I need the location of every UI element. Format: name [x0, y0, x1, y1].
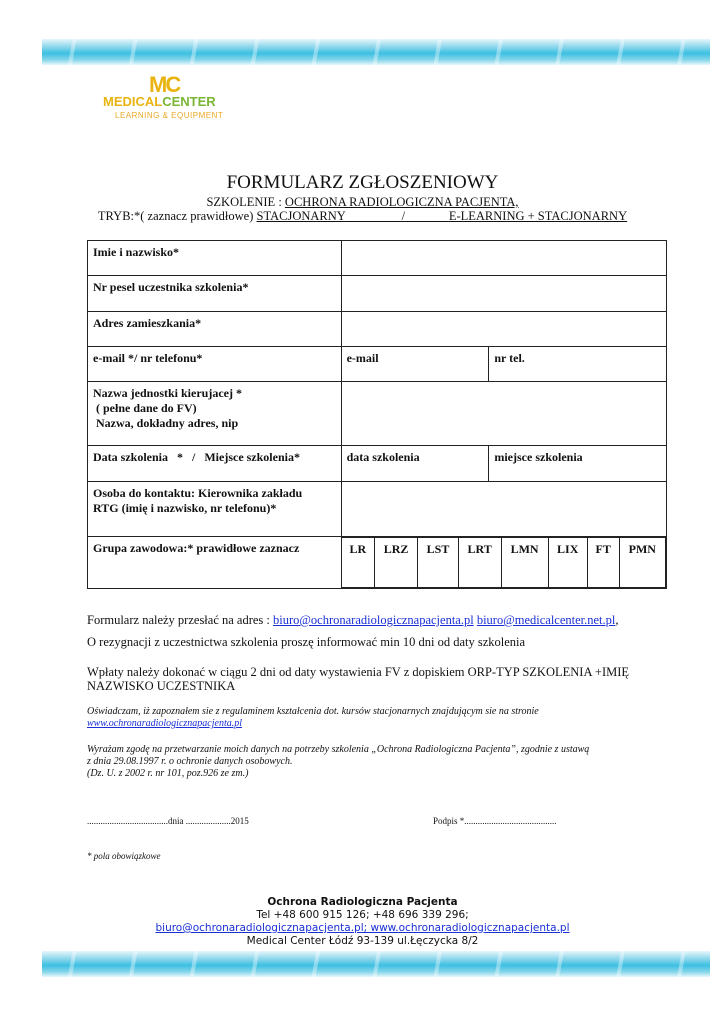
grupa-option-lrz[interactable]: LRZ [374, 538, 417, 588]
bottom-banner [42, 951, 710, 977]
grupa-option-lst[interactable]: LST [418, 538, 459, 588]
szkolenie-line: SZKOLENIE : OCHRONA RADIOLOGICZNA PACJENTA, [206, 195, 519, 209]
email-phone-label: e-mail */ nr telefonu* [88, 347, 342, 382]
grupa-option-lix[interactable]: LIX [548, 538, 587, 588]
osoba-field[interactable] [341, 482, 666, 537]
grupa-label: Grupa zawodowa:* prawidłowe zaznacz [88, 537, 342, 589]
www-link[interactable]: www.ochronaradiologicznapacjenta.pl [87, 718, 242, 729]
pesel-label: Nr pesel uczestnika szkolenia* [88, 276, 342, 312]
grupa-option-lrt[interactable]: LRT [458, 538, 501, 588]
data-field[interactable]: data szkolenia [341, 446, 489, 482]
grupa-options [341, 537, 666, 589]
rezygnacja-info: O rezygnacji z uczestnictwa szkolenia proszę informować min 10 dni od daty szkolenia [87, 635, 526, 649]
adres-field[interactable] [341, 312, 666, 347]
date-line: ....................................dnia ....................2015 [87, 816, 249, 826]
top-banner [42, 39, 710, 65]
oswiadczenie: Oświadczam, iż zapoznałem sie z regulaminem kształcenia dot. kursów stacjonarnych znajdującym sie na stronie www.ochronaradiologicznapacjenta.pl [87, 706, 687, 730]
logo-name: MEDICALCENTER [103, 94, 216, 109]
pesel-field[interactable] [341, 276, 666, 312]
osoba-label: Osoba do kontaktu: Kierownika zakładu RTG (imię i nazwisko, nr telefonu)* [88, 482, 342, 537]
grupa-option-lmn[interactable]: LMN [501, 538, 548, 588]
tryb-line: TRYB:*( zaznacz prawidłowe) STACJONARNY / E-LEARNING + STACJONARNY [97, 209, 628, 223]
data-miejsce-label: Data szkolenia * / Miejsce szkolenia* [88, 446, 342, 482]
phone-field[interactable]: nr tel. [489, 347, 667, 382]
miejsce-field[interactable]: miejsce szkolenia [489, 446, 667, 482]
signature-line: Podpis *......................................... [433, 816, 557, 826]
logo-tagline: LEARNING & EQUIPMENT [115, 111, 224, 120]
grupa-option-lr[interactable]: LR [342, 538, 375, 588]
footer-org: Ochrona Radiologiczna Pacjenta [267, 896, 458, 908]
registration-form-table [87, 240, 667, 589]
email-link-medicalcenter[interactable]: biuro@medicalcenter.net.pl [476, 613, 616, 627]
footer [0, 896, 725, 948]
wplaty-info: Wpłaty należy dokonać w ciągu 2 dni od daty wystawienia FV z dopiskiem ORP-TYP SZKOLENIA +IMIĘ NAZWISKO UCZESTNIKA [87, 665, 630, 693]
email-field[interactable]: e-mail [341, 347, 489, 382]
grupa-option-pmn[interactable]: PMN [619, 538, 665, 588]
email-link-orp[interactable]: biuro@ochronaradiologicznapacjenta.pl [273, 613, 474, 627]
footer-links[interactable]: biuro@ochronaradiologicznapacjenta.pl; www.ochronaradiologicznapacjenta.pl [155, 922, 570, 934]
send-info: Formularz należy przesłać na adres : biuro@ochronaradiologicznapacjenta.pl biuro@medicalcenter.net.pl, [87, 613, 619, 627]
grupa-option-ft[interactable]: FT [587, 538, 619, 588]
jednostka-label: Nazwa jednostki kierujacej * ( pełne dane do FV) Nazwa, dokładny adres, nip [88, 382, 342, 446]
adres-label: Adres zamieszkania* [88, 312, 342, 347]
zgoda-rodo: Wyrażam zgodę na przetwarzanie moich danych na potrzeby szkolenia „Ochrona Radiologiczna Pacjenta”, zgodnie z ustawą z dnia 29.08.1997 r. o ochronie danych osobowych. (Dz. U. z 2002 r. nr 101, poz.926 ze zm.) [87, 744, 590, 779]
footer-tel: Tel +48 600 915 126; +48 696 339 296; [256, 909, 469, 921]
footer-address: Medical Center Łódź 93-139 ul.Łęczycka 8/2 [246, 935, 479, 947]
medical-center-logo [103, 72, 228, 124]
imie-field[interactable] [341, 241, 666, 276]
logo-mark: MC [149, 72, 180, 97]
jednostka-field[interactable] [341, 382, 666, 446]
page-title: FORMULARZ ZGŁOSZENIOWY [226, 172, 499, 193]
tryb-stacjonarny-option[interactable]: STACJONARNY [256, 209, 346, 223]
required-fields-note: * pola obowiązkowe [87, 851, 161, 861]
imie-label: Imie i nazwisko* [88, 241, 342, 276]
tryb-elearning-option[interactable]: E-LEARNING + STACJONARNY [448, 209, 628, 223]
